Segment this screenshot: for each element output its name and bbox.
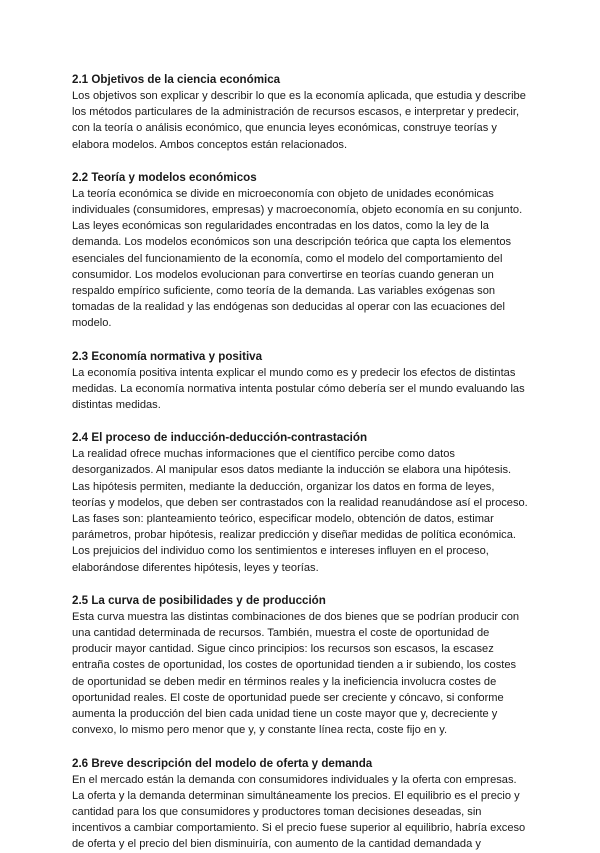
section-paragraph: La realidad ofrece muchas informaciones que el científico percibe como datos desorganizados. Al manipular esos datos mediante la inducción se elabora una hipótesis. Las hipótesis permiten, mediante la deducción, organizar los datos en forma de leyes, teorías y modelos, que deben ser contrastados con la realidad reanudándose así el proceso. Las fases son: planteamiento teórico, especificar modelo, obtención de datos, estimar parámetros, probar hipótesis, realizar predicción y diseñar medidas de política económica. Los prejuicios del individuo como los sentimientos e intereses influyen en el proceso, elaborándose diferentes hipótesis, leyes y teorías. (72, 448, 528, 574)
section-oferta-demanda (72, 756, 528, 853)
section-teoria-modelos (72, 170, 528, 332)
section-objetivos (72, 72, 528, 153)
section-curva-posibilidades (72, 593, 528, 739)
section-heading: 2.2 Teoría y modelos económicos (72, 170, 257, 184)
section-heading: 2.6 Breve descripción del modelo de oferta y demanda (72, 756, 373, 770)
section-normativa-positiva (72, 349, 528, 414)
section-paragraph: Esta curva muestra las distintas combinaciones de dos bienes que se podrían producir con una cantidad determinada de recursos. También, muestra el coste de oportunidad de producir mayor cantidad. Sigue cinco principios: los recursos son escasos, la escasez entraña costes de oportunidad, los costes de oportunidad tienden a ir subiendo, los costes de oportunidad se deben medir en términos reales y la ineficiencia involucra costes de oportunidad reales. El coste de oportunidad puede ser creciente y cóncavo, si conforme aumenta la producción del bien cada unidad tiene un coste mayor que y, decreciente y convexo, lo mismo pero menor que y, y constante línea recta, coste fijo en y. (72, 610, 520, 737)
section-paragraph: La teoría económica se divide en microeconomía con objeto de unidades económicas individuales (consumidores, empresas) y macroeconomía, objeto economía en su conjunto. Las leyes económicas son regularidades encontradas en los datos, como la ley de la demanda. Los modelos económicos son una descripción teórica que capta los elementos esenciales del funcionamiento de la economía, como el modelo del comportamiento del consumidor. Los modelos evolucionan para convertirse en teorías cuando generan un respaldo empírico suficiente, como teoría de la demanda. Las variables exógenas son tomadas de la realidad y las endógenas son deducidas al operar con las ecuaciones del modelo. (72, 187, 523, 330)
section-heading: 2.5 La curva de posibilidades y de producción (72, 593, 326, 607)
section-heading: 2.3 Economía normativa y positiva (72, 349, 263, 363)
section-induccion-deduccion (72, 430, 528, 576)
section-paragraph: Los objetivos son explicar y describir lo que es la economía aplicada, que estudia y describe los métodos particulares de la administración de recursos escasos, e interpretar y predecir, con la teoría o análisis económico, que enuncia leyes económicas, construye teorías y elabora modelos. Ambos conceptos están relacionados. (72, 90, 526, 151)
section-paragraph: En el mercado están la demanda con consumidores individuales y la oferta con empresas. La oferta y la demanda determinan simultáneamente los precios. El equilibrio es el precio y cantidad para los que consumidores y productores toman decisiones deseadas, sin incentivos a cambiar comportamiento. Si el precio fuese superior al equilibrio, habría exceso de oferta y el precio del bien disminuiría, con aumento de la cantidad demandada y (72, 773, 526, 851)
section-paragraph: La economía positiva intenta explicar el mundo como es y predecir los efectos de distintas medidas. La economía normativa intenta postular cómo debería ser el mundo evaluando las distintas medidas. (72, 366, 525, 412)
section-heading: 2.1 Objetivos de la ciencia económica (72, 73, 281, 86)
section-heading: 2.4 El proceso de inducción-deducción-contrastación (72, 431, 368, 445)
